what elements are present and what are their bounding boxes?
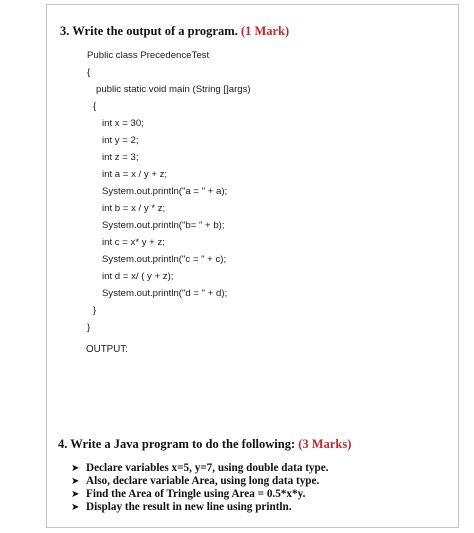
code-line: int c = x* y + z; (102, 237, 165, 248)
requirements-list (71, 462, 329, 514)
code-line: } (87, 322, 91, 333)
code-line: int y = 2; (102, 135, 139, 146)
arrowhead-bullet-icon: ➤ (71, 502, 80, 513)
question-3-text: 3. Write the output of a program. (60, 24, 238, 38)
code-line: } (93, 305, 97, 316)
output-label: OUTPUT: (86, 344, 128, 355)
arrowhead-bullet-icon: ➤ (71, 476, 80, 487)
list-item-text: Declare variables x=5, y=7, using double data type. (86, 462, 329, 474)
code-line: int a = x / y + z; (102, 169, 168, 180)
code-line: System.out.println("c = " + c); (102, 254, 227, 265)
question-4-heading (58, 437, 351, 452)
arrowhead-bullet-icon: ➤ (71, 489, 80, 500)
code-line: int z = 3; (102, 152, 139, 163)
code-line: int x = 30; (102, 118, 144, 129)
code-line: { (87, 67, 91, 78)
question-3-marks: (1 Mark) (240, 24, 290, 38)
code-line: System.out.println("b= " + b); (102, 220, 225, 231)
list-item (71, 462, 329, 475)
list-item-text: Also, declare variable Area, using long data type. (86, 475, 320, 487)
arrowhead-bullet-icon: ➤ (71, 463, 80, 474)
list-item (71, 475, 329, 488)
code-line: Public class PrecedenceTest (87, 50, 210, 61)
code-line: public static void main (String []args) (96, 84, 251, 95)
code-line: int b = x / y * z; (102, 203, 166, 214)
code-line: System.out.println("d = " + d); (102, 288, 228, 299)
question-4-text: 4. Write a Java program to do the following: (58, 437, 296, 451)
question-4-marks: (3 Marks) (298, 437, 352, 451)
list-item (71, 501, 329, 514)
code-line: System.out.println("a = " + a); (102, 186, 228, 197)
list-item-text: Find the Area of Tringle using Area = 0.5*x*y. (86, 488, 306, 500)
list-item (71, 488, 329, 501)
code-line: int d = x/ ( y + z); (102, 271, 174, 282)
question-3-heading (60, 24, 289, 39)
code-line: { (93, 101, 97, 112)
list-item-text: Display the result in new line using println. (86, 501, 292, 513)
